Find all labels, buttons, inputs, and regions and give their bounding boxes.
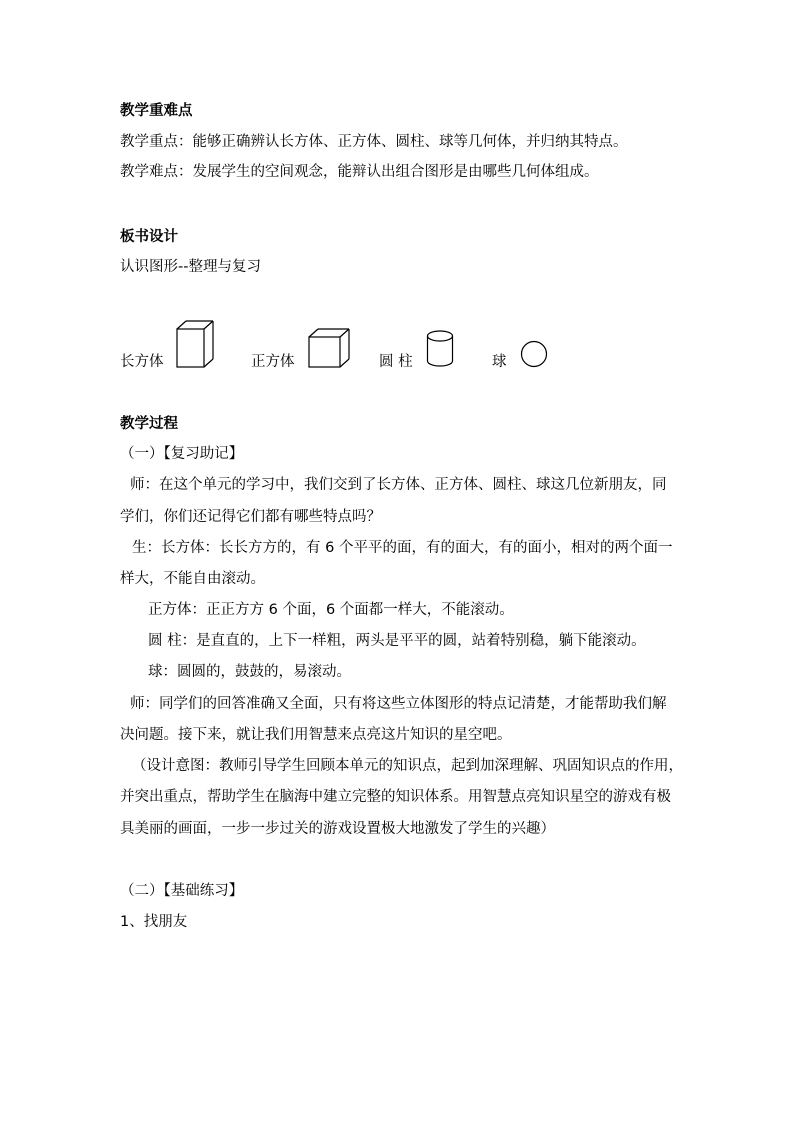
cylinder-description: 圆 柱：是直直的，上下一样粗，两头是平平的圆，站着特别稳，躺下能滚动。 xyxy=(148,633,646,649)
board-design-subtitle: 认识图形--整理与复习 xyxy=(120,259,261,275)
process-heading: 教学过程 xyxy=(120,416,178,432)
exercise-item-1: 1、找朋友 xyxy=(120,914,188,930)
teaching-difficulty: 教学难点：发展学生的空间观念，能辩认出组合图形是由哪些几何体组成。 xyxy=(120,164,599,180)
teacher-summary-line1: 师：同学们的回答准确又全面，只有将这些立体图形的特点记清楚，才能帮助我们解 xyxy=(130,696,667,712)
sphere-icon xyxy=(520,340,550,370)
student-answer-line1: 生：长方体：长长方方的，有 6 个平平的面，有的面大，有的面小，相对的两个面一 xyxy=(132,540,673,556)
part1-title: （一）【复习助记】 xyxy=(120,446,244,462)
sphere-description: 球：圆圆的，鼓鼓的，易滚动。 xyxy=(148,664,351,680)
cylinder-icon xyxy=(426,330,454,368)
cube-label: 正方体 xyxy=(251,354,295,370)
teacher-summary-line2: 决问题。接下来，就让我们用智慧来点亮这片知识的星空吧。 xyxy=(120,727,512,743)
teacher-question-line2: 学们，你们还记得它们都有哪些特点吗？ xyxy=(120,509,381,525)
teaching-focus: 教学重点：能够正确辨认长方体、正方体、圆柱、球等几何体，并归纳其特点。 xyxy=(120,134,628,150)
cube-description: 正方体：正正方方 6 个面，6 个面都一样大，不能滚动。 xyxy=(148,602,514,618)
cube-icon xyxy=(308,328,350,368)
key-points-heading: 教学重难点 xyxy=(120,103,193,119)
student-answer-line2: 样大，不能自由滚动。 xyxy=(120,571,265,587)
teacher-question-line1: 师：在这个单元的学习中，我们交到了长方体、正方体、圆柱、球这几位新朋友，同 xyxy=(130,477,667,493)
sphere-label: 球 xyxy=(492,354,507,370)
cylinder-label: 圆 柱 xyxy=(379,354,413,370)
design-intent-line2: 并突出重点，帮助学生在脑海中建立完整的知识体系。用智慧点亮知识星空的游戏有极 xyxy=(120,789,671,805)
board-design-heading: 板书设计 xyxy=(120,229,178,245)
cuboid-label: 长方体 xyxy=(120,354,164,370)
cuboid-icon xyxy=(176,320,214,368)
part2-title: （二）【基础练习】 xyxy=(120,883,244,899)
design-intent-line3: 具美丽的画面，一步一步过关的游戏设置极大地激发了学生的兴趣） xyxy=(120,821,555,837)
design-intent-line1: （设计意图：教师引导学生回顾本单元的知识点，起到加深理解、巩固知识点的作用， xyxy=(132,758,683,774)
